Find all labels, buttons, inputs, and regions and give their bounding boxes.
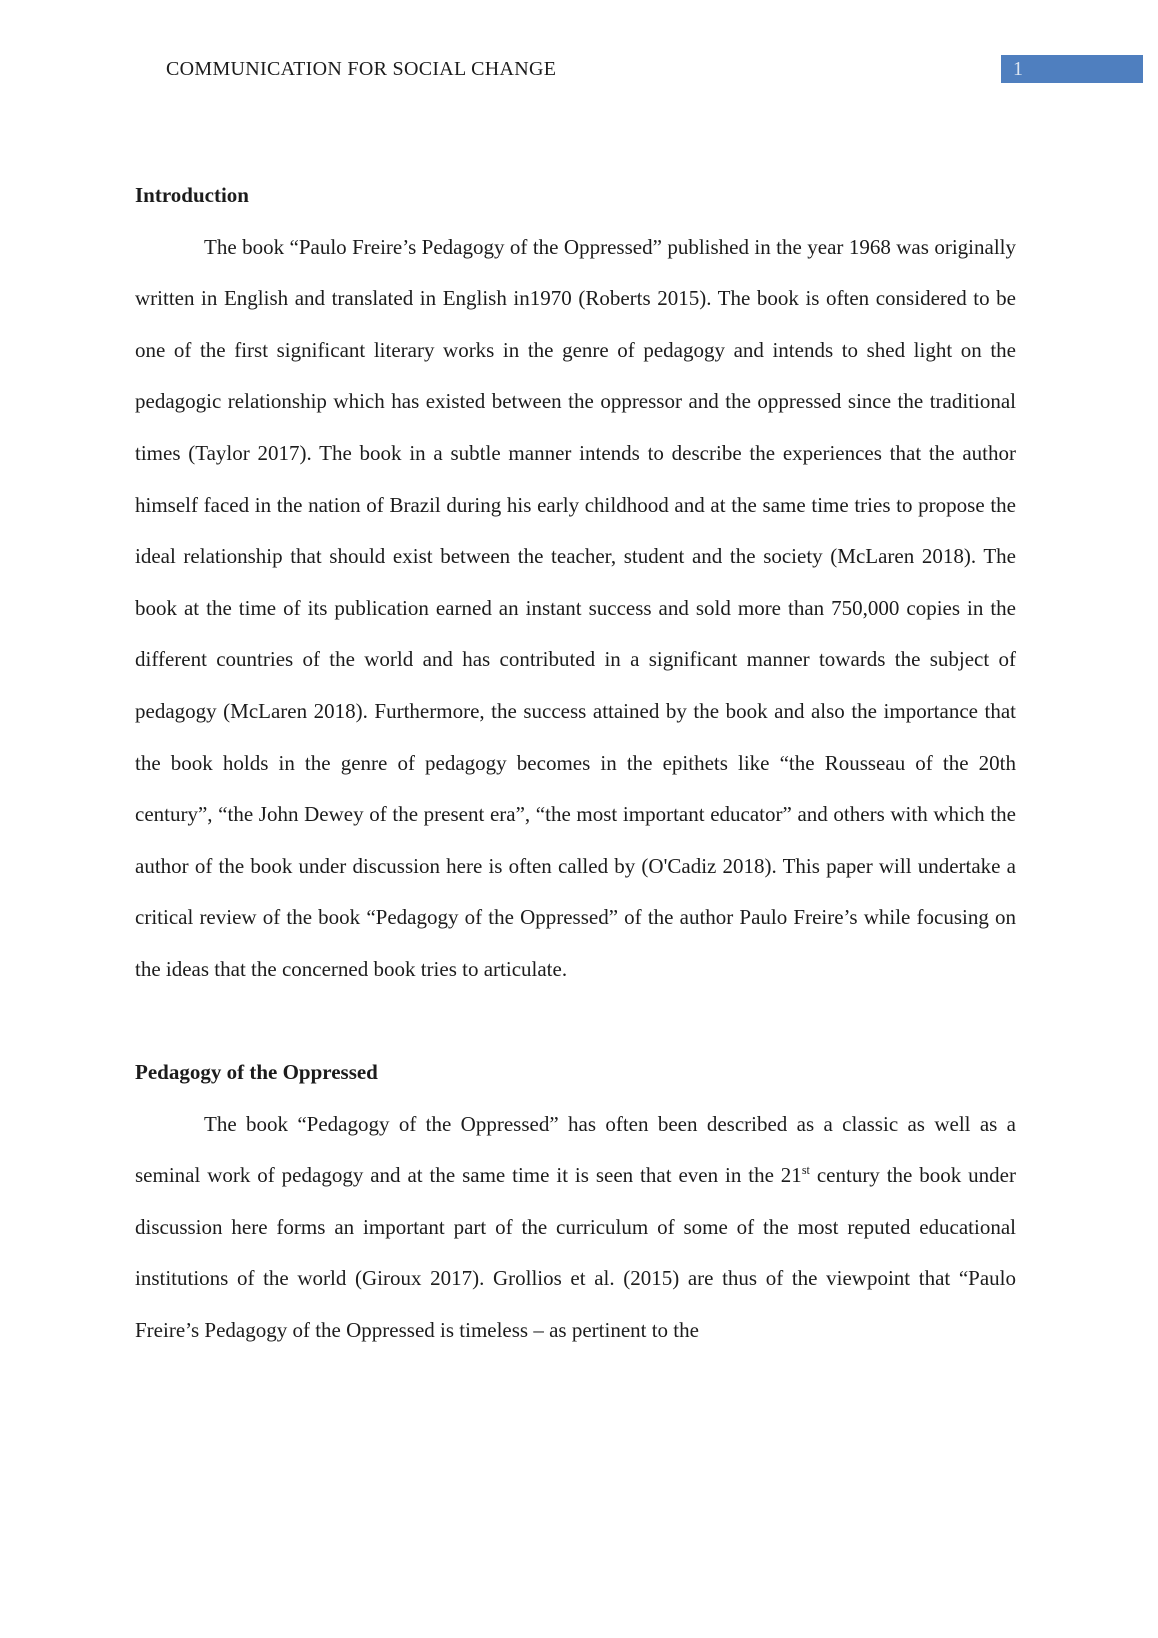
paragraph-introduction: The book “Paulo Freire’s Pedagogy of the Oppressed” published in the year 1968 was originally written in English and translated in English in1970 (Roberts 2015). The book is often considered to be one of the first significant literary works in the genre of pedagogy and intends to shed light on the pedagogic relationship which has existed between the oppressor and the oppressed since the traditional times (Taylor 2017). The book in a subtle manner intends to describe the experiences that the author himself faced in the nation of Brazil during his early childhood and at the same time tries to propose the ideal relationship that should exist between the teacher, student and the society (McLaren 2018). The book at the time of its publication earned an instant success and sold more than 750,000 copies in the different countries of the world and has contributed in a significant manner towards the subject of pedagogy (McLaren 2018). Furthermore, the success attained by the book and also the importance that the book holds in the genre of pedagogy becomes in the epithets like “the Rousseau of the 20th century”, “the John Dewey of the present era”, “the most important educator” and others with which the author of the book under discussion here is often called by (O'Cadiz 2018). This paper will undertake a critical review of the book “Pedagogy of the Oppressed” of the author Paulo Freire’s while focusing on the ideas that the concerned book tries to articulate. bbox=[135, 234, 1016, 981]
ordinal-superscript: st bbox=[801, 1163, 810, 1178]
paragraph-text-before-superscript: The book “Pedagogy of the Oppressed” has often been described as a classic as well as a seminal work of pedagogy and at the same time it is seen that even in the 21 bbox=[135, 1111, 1016, 1188]
paragraph-pedagogy-of-the-oppressed bbox=[135, 1099, 1016, 1357]
running-head: COMMUNICATION FOR SOCIAL CHANGE bbox=[166, 58, 557, 80]
page-number-box bbox=[1001, 55, 1143, 83]
section-heading-pedagogy-of-the-oppressed: Pedagogy of the Oppressed bbox=[135, 1060, 378, 1085]
paragraph-text-after-superscript: century the book under discussion here forms an important part of the curriculum of some of the most reputed educational institutions of the world (Giroux 2017). Grollios et al. (2015) are thus of the viewpoint that “Paulo Freire’s Pedagogy of the Oppressed is timeless – as pertinent to the bbox=[135, 1163, 1016, 1343]
section-heading-introduction: Introduction bbox=[135, 183, 249, 207]
document-body bbox=[135, 0, 1016, 1357]
page-number: 1 bbox=[1013, 58, 1023, 80]
